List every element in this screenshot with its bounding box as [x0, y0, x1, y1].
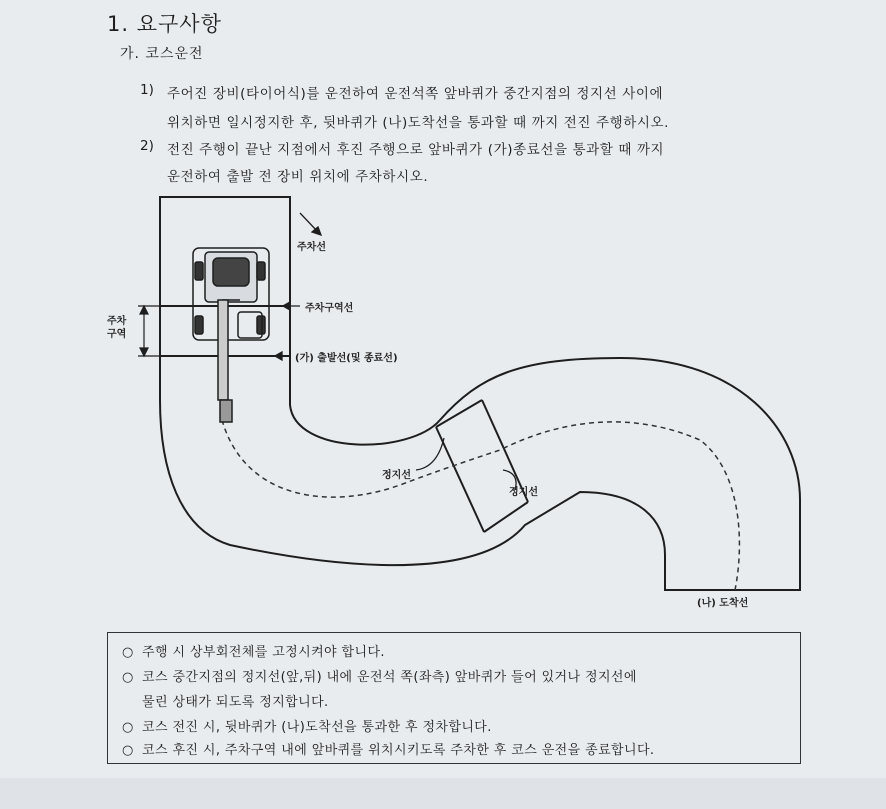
note-2-continued: 물린 상태가 되도록 정지합니다.: [142, 695, 329, 710]
vehicle-icon: [193, 248, 269, 422]
label-parking-zone-1: 주차: [107, 316, 127, 327]
label-parking-zone-2: 구역: [107, 329, 127, 340]
step-2-line-1: 전진 주행이 끝난 지점에서 후진 주행으로 앞바퀴가 (가)종료선을 통과할 때 까지: [167, 142, 665, 158]
course-center-path: [222, 420, 739, 590]
label-parking-line: 주차선: [297, 242, 326, 253]
note-3: ○ 코스 전진 시, 뒷바퀴가 (나)도착선을 통과한 후 정차합니다.: [122, 720, 492, 735]
label-stop-line-1: 정지선: [382, 470, 411, 481]
dimension-arrow-top: [140, 306, 148, 314]
stop-line-pointer-1: [416, 438, 444, 470]
label-start-line: (가) 출발선(및 종료선): [295, 353, 398, 364]
label-arrival-line: (나) 도착선: [697, 598, 749, 609]
step-1-number: 1): [140, 82, 154, 98]
dimension-arrow-bottom: [140, 348, 148, 356]
subheading-course-driving: 가. 코스운전: [120, 46, 204, 62]
label-parking-zone-line: 주차구역선: [305, 303, 354, 314]
label-stop-line-2: 정지선: [509, 487, 538, 498]
note-2: ○ 코스 중간지점의 정지선(앞,뒤) 내에 운전석 쪽(좌측) 앞바퀴가 들어 있거나 정지선에: [122, 670, 637, 685]
step-2-number: 2): [140, 138, 154, 154]
note-1: ○ 주행 시 상부회전체를 고정시켜야 합니다.: [122, 645, 385, 660]
step-1-line-1: 주어진 장비(타이어식)를 운전하여 운전석쪽 앞바퀴가 중간지점의 정지선 사이에: [167, 86, 664, 102]
stop-line-2: [484, 502, 528, 532]
heading-requirements: 1. 요구사항: [107, 12, 222, 36]
note-4: ○ 코스 후진 시, 주차구역 내에 앞바퀴를 위치시키도록 주차한 후 코스 운전을 종료합니다.: [122, 743, 655, 758]
notes-box: [107, 632, 801, 764]
stop-line-1: [436, 400, 482, 427]
step-1-line-2: 위치하면 일시정지한 후, 뒷바퀴가 (나)도착선을 통과할 때 까지 전진 주행하시오.: [167, 115, 670, 131]
page-bottom-edge: [0, 778, 886, 809]
step-2-line-2: 운전하여 출발 전 장비 위치에 주차하시오.: [167, 169, 429, 185]
